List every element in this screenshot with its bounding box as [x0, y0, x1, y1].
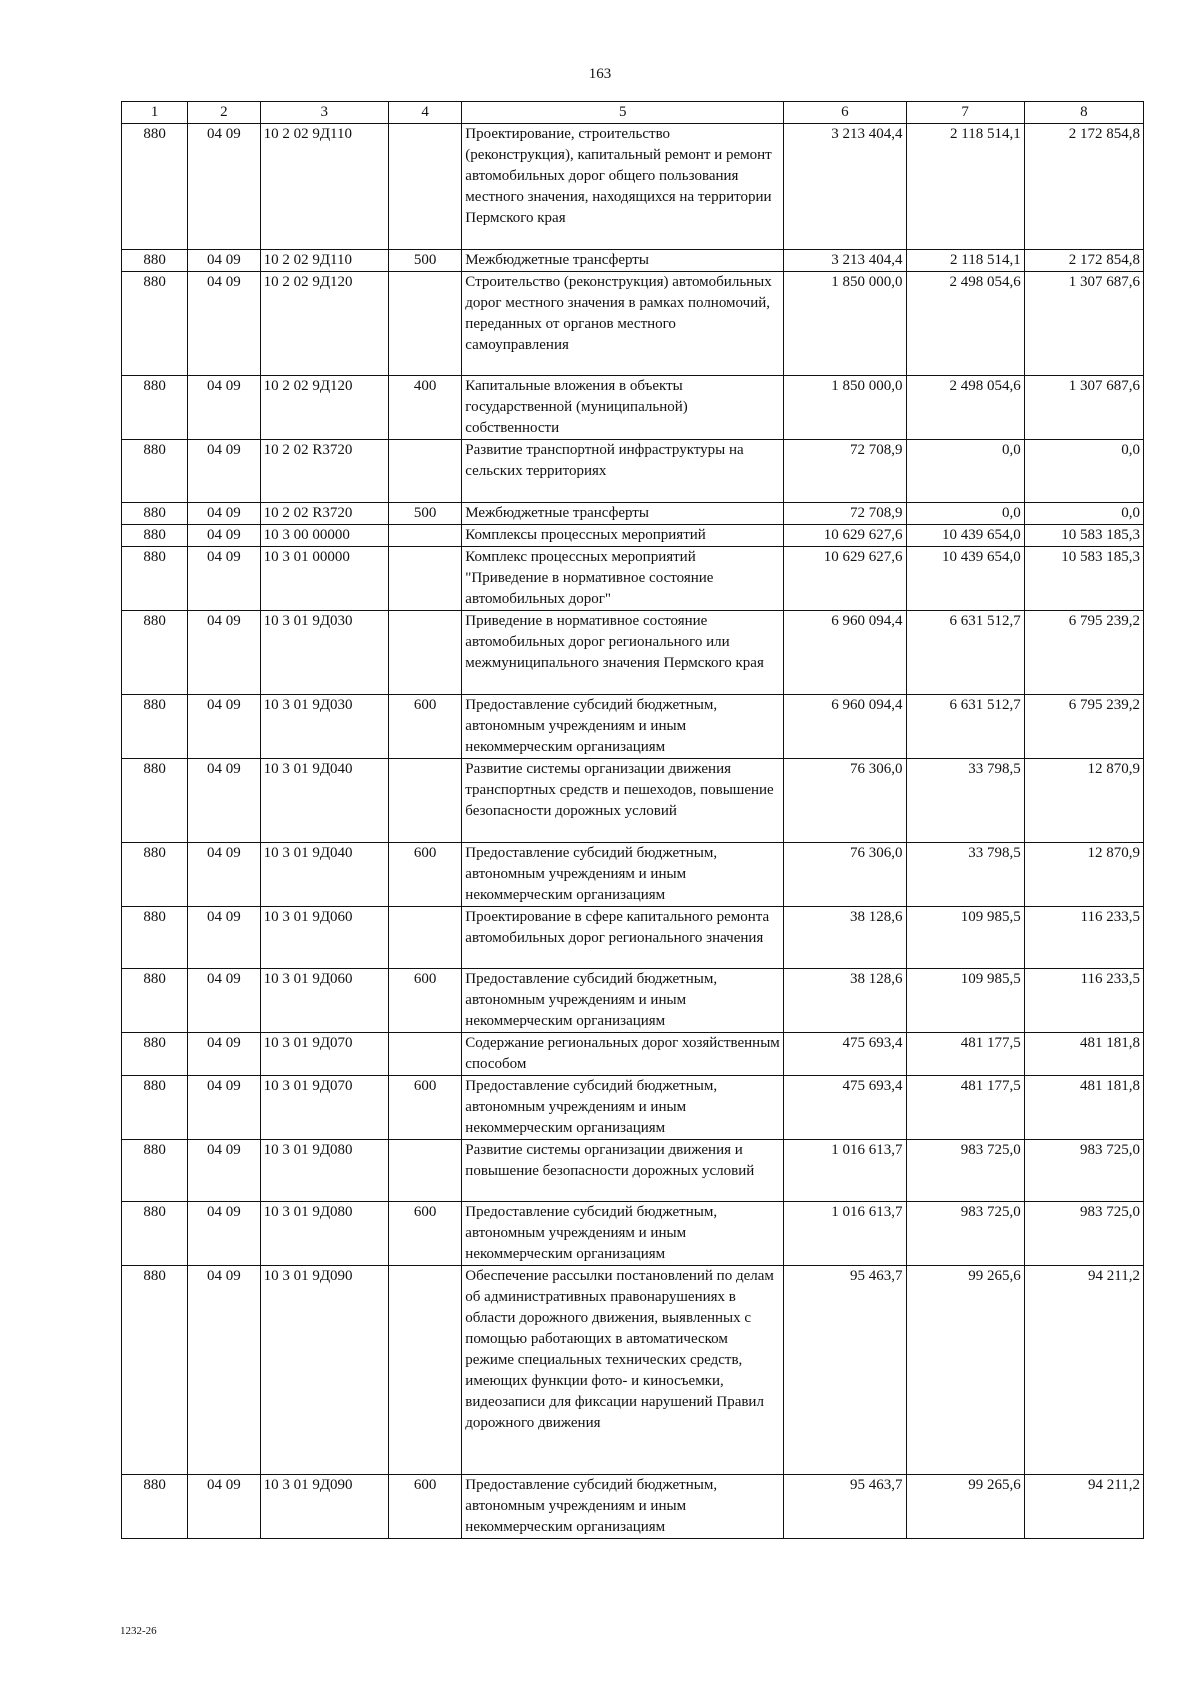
table-row	[122, 1266, 1144, 1475]
section-code-cell: 04 09	[188, 907, 260, 969]
section-code-cell: 04 09	[188, 272, 260, 376]
expense-type-cell	[388, 759, 461, 843]
expense-type-cell	[388, 1266, 461, 1475]
expense-name-cell: Комплексы процессных мероприятий	[462, 525, 784, 547]
ministry-code-cell: 880	[122, 1266, 188, 1475]
amount-col8-cell: 481 181,8	[1024, 1076, 1143, 1140]
section-code-cell: 04 09	[188, 503, 260, 525]
section-code-cell: 04 09	[188, 250, 260, 272]
table-row	[122, 1202, 1144, 1266]
expense-type-cell: 600	[388, 1202, 461, 1266]
target-article-cell: 10 2 02 R3720	[260, 440, 388, 503]
ministry-code-cell: 880	[122, 611, 188, 695]
amount-col6-cell: 38 128,6	[784, 969, 906, 1033]
amount-col7-cell: 33 798,5	[906, 843, 1024, 907]
table-row	[122, 695, 1144, 759]
section-code-cell: 04 09	[188, 969, 260, 1033]
table-row	[122, 1076, 1144, 1140]
amount-col7-cell: 10 439 654,0	[906, 547, 1024, 611]
target-article-cell: 10 3 01 9Д070	[260, 1033, 388, 1076]
column-header: 8	[1024, 102, 1143, 124]
table-row	[122, 843, 1144, 907]
section-code-cell: 04 09	[188, 1033, 260, 1076]
amount-col6-cell: 1 850 000,0	[784, 376, 906, 440]
table-row	[122, 1140, 1144, 1202]
ministry-code-cell: 880	[122, 759, 188, 843]
amount-col6-cell: 6 960 094,4	[784, 695, 906, 759]
page-number: 163	[588, 66, 612, 82]
ministry-code-cell: 880	[122, 124, 188, 250]
amount-col8-cell: 12 870,9	[1024, 843, 1143, 907]
column-header: 2	[188, 102, 260, 124]
table-row	[122, 124, 1144, 250]
expense-type-cell: 600	[388, 1475, 461, 1539]
amount-col6-cell: 1 016 613,7	[784, 1202, 906, 1266]
amount-col6-cell: 95 463,7	[784, 1475, 906, 1539]
expense-type-cell	[388, 124, 461, 250]
target-article-cell: 10 3 00 00000	[260, 525, 388, 547]
target-article-cell: 10 3 01 9Д090	[260, 1266, 388, 1475]
amount-col6-cell: 475 693,4	[784, 1076, 906, 1140]
amount-col7-cell: 481 177,5	[906, 1033, 1024, 1076]
target-article-cell: 10 3 01 9Д040	[260, 843, 388, 907]
amount-col7-cell: 10 439 654,0	[906, 525, 1024, 547]
expense-type-cell	[388, 525, 461, 547]
amount-col6-cell: 1 016 613,7	[784, 1140, 906, 1202]
column-number-row	[122, 102, 1144, 124]
amount-col8-cell: 10 583 185,3	[1024, 547, 1143, 611]
ministry-code-cell: 880	[122, 1140, 188, 1202]
section-code-cell: 04 09	[188, 695, 260, 759]
expense-type-cell	[388, 440, 461, 503]
expense-name-cell: Проектирование, строительство (реконструкция), капитальный ремонт и ремонт автомобильных дорог общего пользования местного значения, находящихся на территории Пермского края	[462, 124, 784, 250]
ministry-code-cell: 880	[122, 1076, 188, 1140]
expense-name-cell: Капитальные вложения в объекты государственной (муниципальной) собственности	[462, 376, 784, 440]
amount-col7-cell: 2 498 054,6	[906, 376, 1024, 440]
amount-col8-cell: 1 307 687,6	[1024, 376, 1143, 440]
column-header: 6	[784, 102, 906, 124]
target-article-cell: 10 3 01 9Д080	[260, 1202, 388, 1266]
expense-name-cell: Комплекс процессных мероприятий "Приведение в нормативное состояние автомобильных дорог"	[462, 547, 784, 611]
amount-col8-cell: 481 181,8	[1024, 1033, 1143, 1076]
expense-type-cell	[388, 611, 461, 695]
expense-name-cell: Развитие системы организации движения и повышение безопасности дорожных условий	[462, 1140, 784, 1202]
table-row	[122, 759, 1144, 843]
expense-type-cell	[388, 547, 461, 611]
expense-name-cell: Приведение в нормативное состояние автомобильных дорог регионального или межмуниципального значения Пермского края	[462, 611, 784, 695]
target-article-cell: 10 3 01 9Д070	[260, 1076, 388, 1140]
ministry-code-cell: 880	[122, 1033, 188, 1076]
expense-name-cell: Развитие транспортной инфраструктуры на сельских территориях	[462, 440, 784, 503]
amount-col7-cell: 2 118 514,1	[906, 124, 1024, 250]
amount-col6-cell: 38 128,6	[784, 907, 906, 969]
column-header: 5	[462, 102, 784, 124]
section-code-cell: 04 09	[188, 1266, 260, 1475]
ministry-code-cell: 880	[122, 376, 188, 440]
section-code-cell: 04 09	[188, 124, 260, 250]
amount-col6-cell: 3 213 404,4	[784, 250, 906, 272]
expense-name-cell: Предоставление субсидий бюджетным, автономным учреждениям и иным некоммерческим организациям	[462, 1475, 784, 1539]
ministry-code-cell: 880	[122, 525, 188, 547]
section-code-cell: 04 09	[188, 759, 260, 843]
amount-col8-cell: 0,0	[1024, 440, 1143, 503]
target-article-cell: 10 3 01 9Д030	[260, 695, 388, 759]
target-article-cell: 10 2 02 9Д120	[260, 272, 388, 376]
table-row	[122, 376, 1144, 440]
amount-col8-cell: 983 725,0	[1024, 1202, 1143, 1266]
target-article-cell: 10 2 02 9Д110	[260, 124, 388, 250]
footer-code: 1232-26	[120, 1625, 157, 1637]
section-code-cell: 04 09	[188, 1475, 260, 1539]
expense-type-cell	[388, 272, 461, 376]
target-article-cell: 10 2 02 9Д120	[260, 376, 388, 440]
amount-col7-cell: 109 985,5	[906, 969, 1024, 1033]
amount-col7-cell: 109 985,5	[906, 907, 1024, 969]
column-header: 3	[260, 102, 388, 124]
table-row	[122, 611, 1144, 695]
amount-col7-cell: 481 177,5	[906, 1076, 1024, 1140]
amount-col6-cell: 10 629 627,6	[784, 547, 906, 611]
table-body	[122, 124, 1144, 1539]
expense-type-cell: 600	[388, 969, 461, 1033]
expense-name-cell: Предоставление субсидий бюджетным, автономным учреждениям и иным некоммерческим организациям	[462, 695, 784, 759]
amount-col8-cell: 116 233,5	[1024, 907, 1143, 969]
amount-col7-cell: 0,0	[906, 440, 1024, 503]
amount-col6-cell: 6 960 094,4	[784, 611, 906, 695]
table-row	[122, 440, 1144, 503]
amount-col7-cell: 33 798,5	[906, 759, 1024, 843]
amount-col8-cell: 12 870,9	[1024, 759, 1143, 843]
amount-col7-cell: 983 725,0	[906, 1202, 1024, 1266]
target-article-cell: 10 3 01 9Д090	[260, 1475, 388, 1539]
ministry-code-cell: 880	[122, 1475, 188, 1539]
expense-name-cell: Предоставление субсидий бюджетным, автономным учреждениям и иным некоммерческим организациям	[462, 843, 784, 907]
amount-col7-cell: 6 631 512,7	[906, 611, 1024, 695]
target-article-cell: 10 2 02 9Д110	[260, 250, 388, 272]
table-row	[122, 272, 1144, 376]
amount-col8-cell: 94 211,2	[1024, 1266, 1143, 1475]
amount-col8-cell: 2 172 854,8	[1024, 124, 1143, 250]
amount-col6-cell: 95 463,7	[784, 1266, 906, 1475]
table-row	[122, 969, 1144, 1033]
section-code-cell: 04 09	[188, 525, 260, 547]
column-header: 4	[388, 102, 461, 124]
section-code-cell: 04 09	[188, 1202, 260, 1266]
budget-table	[121, 101, 1144, 1539]
amount-col6-cell: 475 693,4	[784, 1033, 906, 1076]
ministry-code-cell: 880	[122, 547, 188, 611]
amount-col6-cell: 76 306,0	[784, 759, 906, 843]
amount-col8-cell: 6 795 239,2	[1024, 611, 1143, 695]
amount-col7-cell: 99 265,6	[906, 1266, 1024, 1475]
table-row	[122, 1033, 1144, 1076]
amount-col8-cell: 116 233,5	[1024, 969, 1143, 1033]
table-row	[122, 547, 1144, 611]
target-article-cell: 10 2 02 R3720	[260, 503, 388, 525]
amount-col8-cell: 983 725,0	[1024, 1140, 1143, 1202]
ministry-code-cell: 880	[122, 272, 188, 376]
amount-col7-cell: 2 118 514,1	[906, 250, 1024, 272]
amount-col7-cell: 0,0	[906, 503, 1024, 525]
table-row	[122, 503, 1144, 525]
ministry-code-cell: 880	[122, 907, 188, 969]
target-article-cell: 10 3 01 9Д060	[260, 969, 388, 1033]
amount-col8-cell: 0,0	[1024, 503, 1143, 525]
ministry-code-cell: 880	[122, 503, 188, 525]
section-code-cell: 04 09	[188, 440, 260, 503]
ministry-code-cell: 880	[122, 695, 188, 759]
expense-name-cell: Межбюджетные трансферты	[462, 503, 784, 525]
expense-type-cell: 600	[388, 843, 461, 907]
target-article-cell: 10 3 01 9Д030	[260, 611, 388, 695]
expense-type-cell	[388, 907, 461, 969]
amount-col8-cell: 94 211,2	[1024, 1475, 1143, 1539]
section-code-cell: 04 09	[188, 1140, 260, 1202]
expense-type-cell: 400	[388, 376, 461, 440]
expense-type-cell	[388, 1140, 461, 1202]
expense-type-cell: 600	[388, 1076, 461, 1140]
amount-col8-cell: 2 172 854,8	[1024, 250, 1143, 272]
section-code-cell: 04 09	[188, 376, 260, 440]
expense-type-cell: 600	[388, 695, 461, 759]
ministry-code-cell: 880	[122, 969, 188, 1033]
amount-col6-cell: 72 708,9	[784, 503, 906, 525]
section-code-cell: 04 09	[188, 611, 260, 695]
amount-col7-cell: 983 725,0	[906, 1140, 1024, 1202]
expense-name-cell: Строительство (реконструкция) автомобильных дорог местного значения в рамках полномочий, переданных от органов местного самоуправления	[462, 272, 784, 376]
table-row	[122, 1475, 1144, 1539]
amount-col8-cell: 10 583 185,3	[1024, 525, 1143, 547]
expense-name-cell: Предоставление субсидий бюджетным, автономным учреждениям и иным некоммерческим организациям	[462, 1076, 784, 1140]
target-article-cell: 10 3 01 9Д040	[260, 759, 388, 843]
expense-name-cell: Обеспечение рассылки постановлений по делам об административных правонарушениях в области дорожного движения, выявленных с помощью работающих в автоматическом режиме специальных технических средств, имеющих функции фото- и киносъемки, видеозаписи для фиксации нарушений Правил дорожного движения	[462, 1266, 784, 1475]
target-article-cell: 10 3 01 9Д080	[260, 1140, 388, 1202]
ministry-code-cell: 880	[122, 1202, 188, 1266]
column-header: 1	[122, 102, 188, 124]
amount-col6-cell: 1 850 000,0	[784, 272, 906, 376]
expense-type-cell: 500	[388, 250, 461, 272]
table-row	[122, 525, 1144, 547]
amount-col6-cell: 76 306,0	[784, 843, 906, 907]
expense-name-cell: Предоставление субсидий бюджетным, автономным учреждениям и иным некоммерческим организациям	[462, 969, 784, 1033]
section-code-cell: 04 09	[188, 1076, 260, 1140]
amount-col7-cell: 6 631 512,7	[906, 695, 1024, 759]
table-row	[122, 250, 1144, 272]
expense-type-cell: 500	[388, 503, 461, 525]
amount-col6-cell: 3 213 404,4	[784, 124, 906, 250]
section-code-cell: 04 09	[188, 547, 260, 611]
amount-col6-cell: 72 708,9	[784, 440, 906, 503]
expense-name-cell: Предоставление субсидий бюджетным, автономным учреждениям и иным некоммерческим организациям	[462, 1202, 784, 1266]
amount-col8-cell: 1 307 687,6	[1024, 272, 1143, 376]
table-row	[122, 907, 1144, 969]
amount-col6-cell: 10 629 627,6	[784, 525, 906, 547]
expense-name-cell: Содержание региональных дорог хозяйственным способом	[462, 1033, 784, 1076]
ministry-code-cell: 880	[122, 843, 188, 907]
section-code-cell: 04 09	[188, 843, 260, 907]
expense-name-cell: Проектирование в сфере капитального ремонта автомобильных дорог регионального значения	[462, 907, 784, 969]
ministry-code-cell: 880	[122, 440, 188, 503]
target-article-cell: 10 3 01 00000	[260, 547, 388, 611]
ministry-code-cell: 880	[122, 250, 188, 272]
expense-type-cell	[388, 1033, 461, 1076]
amount-col7-cell: 2 498 054,6	[906, 272, 1024, 376]
expense-name-cell: Развитие системы организации движения транспортных средств и пешеходов, повышение безопасности дорожных условий	[462, 759, 784, 843]
expense-name-cell: Межбюджетные трансферты	[462, 250, 784, 272]
amount-col8-cell: 6 795 239,2	[1024, 695, 1143, 759]
target-article-cell: 10 3 01 9Д060	[260, 907, 388, 969]
amount-col7-cell: 99 265,6	[906, 1475, 1024, 1539]
column-header: 7	[906, 102, 1024, 124]
